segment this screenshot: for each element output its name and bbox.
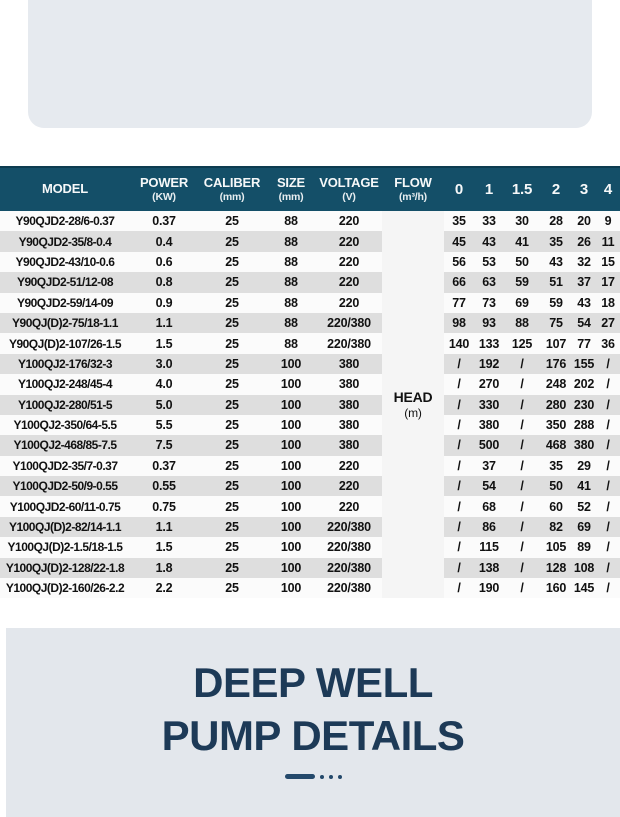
- head-value-cell: 77: [444, 293, 474, 313]
- section-title-line1: DEEP WELL: [193, 659, 433, 706]
- power-cell: 5.5: [130, 415, 198, 435]
- head-value-cell: /: [444, 578, 474, 598]
- size-cell: 88: [266, 231, 316, 251]
- caliber-cell: 25: [198, 476, 266, 496]
- model-cell: Y90QJ(D)2-75/18-1.1: [0, 313, 130, 333]
- head-value-cell: /: [504, 537, 540, 557]
- column-header-2: 2: [540, 167, 572, 211]
- voltage-cell: 220/380: [316, 333, 382, 353]
- table-row: [0, 395, 620, 415]
- caliber-cell: 25: [198, 374, 266, 394]
- size-cell: 88: [266, 272, 316, 292]
- head-value-cell: 17: [596, 272, 620, 292]
- divider-ornament: [6, 774, 620, 779]
- head-value-cell: 27: [596, 313, 620, 333]
- head-value-cell: /: [444, 374, 474, 394]
- model-cell: Y100QJ(D)2-1.5/18-1.5: [0, 537, 130, 557]
- column-header-3: 3: [572, 167, 596, 211]
- caliber-cell: 25: [198, 496, 266, 516]
- spec-table-body: [0, 211, 620, 598]
- head-value-cell: /: [596, 395, 620, 415]
- caliber-cell: 25: [198, 415, 266, 435]
- head-value-cell: /: [596, 374, 620, 394]
- voltage-cell: 220/380: [316, 517, 382, 537]
- head-value-cell: 125: [504, 333, 540, 353]
- head-value-cell: /: [504, 476, 540, 496]
- head-value-cell: 280: [540, 395, 572, 415]
- power-cell: 5.0: [130, 395, 198, 415]
- size-cell: 100: [266, 374, 316, 394]
- head-value-cell: /: [504, 395, 540, 415]
- voltage-cell: 220: [316, 476, 382, 496]
- top-image-placeholder: [28, 0, 592, 128]
- divider-dot: [320, 775, 324, 779]
- head-value-cell: 63: [474, 272, 504, 292]
- head-value-cell: 350: [540, 415, 572, 435]
- pump-spec-table: [0, 166, 620, 598]
- table-row: [0, 496, 620, 516]
- head-value-cell: /: [444, 517, 474, 537]
- table-row: [0, 415, 620, 435]
- head-value-cell: /: [444, 395, 474, 415]
- size-cell: 100: [266, 435, 316, 455]
- model-cell: Y100QJD2-50/9-0.55: [0, 476, 130, 496]
- voltage-cell: 220: [316, 293, 382, 313]
- table-row: [0, 333, 620, 353]
- head-value-cell: 15: [596, 252, 620, 272]
- head-value-cell: 138: [474, 558, 504, 578]
- head-value-cell: 288: [572, 415, 596, 435]
- voltage-cell: 220: [316, 272, 382, 292]
- spec-table-header: [0, 167, 620, 211]
- table-row: [0, 537, 620, 557]
- power-cell: 0.75: [130, 496, 198, 516]
- head-value-cell: 68: [474, 496, 504, 516]
- size-cell: 100: [266, 558, 316, 578]
- caliber-cell: 25: [198, 537, 266, 557]
- model-cell: Y100QJ2-468/85-7.5: [0, 435, 130, 455]
- column-header-model: MODEL: [0, 167, 130, 211]
- head-value-cell: /: [504, 517, 540, 537]
- model-cell: Y100QJ2-176/32-3: [0, 354, 130, 374]
- model-cell: Y100QJ(D)2-160/26-2.2: [0, 578, 130, 598]
- table-row: [0, 456, 620, 476]
- head-value-cell: 35: [540, 456, 572, 476]
- head-value-cell: 69: [572, 517, 596, 537]
- head-value-cell: 145: [572, 578, 596, 598]
- head-value-cell: /: [444, 415, 474, 435]
- table-row: [0, 211, 620, 231]
- head-value-cell: /: [444, 354, 474, 374]
- voltage-cell: 380: [316, 395, 382, 415]
- head-value-cell: 468: [540, 435, 572, 455]
- voltage-cell: 380: [316, 415, 382, 435]
- power-cell: 4.0: [130, 374, 198, 394]
- size-cell: 100: [266, 415, 316, 435]
- head-value-cell: 29: [572, 456, 596, 476]
- column-header-power: POWER (KW): [130, 167, 198, 211]
- head-value-cell: 43: [474, 231, 504, 251]
- caliber-cell: 25: [198, 435, 266, 455]
- head-value-cell: 105: [540, 537, 572, 557]
- head-value-cell: 30: [504, 211, 540, 231]
- head-value-cell: /: [444, 476, 474, 496]
- head-value-cell: 176: [540, 354, 572, 374]
- head-value-cell: /: [504, 354, 540, 374]
- caliber-cell: 25: [198, 354, 266, 374]
- head-value-cell: 115: [474, 537, 504, 557]
- head-value-cell: 41: [572, 476, 596, 496]
- head-value-cell: 59: [540, 293, 572, 313]
- size-cell: 88: [266, 293, 316, 313]
- head-value-cell: 108: [572, 558, 596, 578]
- head-value-cell: 32: [572, 252, 596, 272]
- head-value-cell: 54: [572, 313, 596, 333]
- head-value-cell: 45: [444, 231, 474, 251]
- head-value-cell: 26: [572, 231, 596, 251]
- size-cell: 100: [266, 456, 316, 476]
- model-cell: Y100QJ(D)2-128/22-1.8: [0, 558, 130, 578]
- power-cell: 0.37: [130, 456, 198, 476]
- head-value-cell: 192: [474, 354, 504, 374]
- head-value-cell: 230: [572, 395, 596, 415]
- power-cell: 2.2: [130, 578, 198, 598]
- power-cell: 0.55: [130, 476, 198, 496]
- head-value-cell: 9: [596, 211, 620, 231]
- head-value-cell: /: [504, 578, 540, 598]
- size-cell: 88: [266, 211, 316, 231]
- power-cell: 7.5: [130, 435, 198, 455]
- column-header-4: 4: [596, 167, 620, 211]
- size-cell: 100: [266, 354, 316, 374]
- head-value-cell: 33: [474, 211, 504, 231]
- head-value-cell: 248: [540, 374, 572, 394]
- voltage-cell: 220: [316, 496, 382, 516]
- caliber-cell: 25: [198, 252, 266, 272]
- caliber-cell: 25: [198, 272, 266, 292]
- head-value-cell: 28: [540, 211, 572, 231]
- head-value-cell: 56: [444, 252, 474, 272]
- header-row: [0, 167, 620, 211]
- head-value-cell: 35: [444, 211, 474, 231]
- caliber-cell: 25: [198, 578, 266, 598]
- power-cell: 1.1: [130, 517, 198, 537]
- table-row: [0, 578, 620, 598]
- head-value-cell: /: [596, 456, 620, 476]
- head-value-cell: 98: [444, 313, 474, 333]
- model-cell: Y100QJD2-60/11-0.75: [0, 496, 130, 516]
- voltage-cell: 380: [316, 374, 382, 394]
- voltage-cell: 220: [316, 252, 382, 272]
- size-cell: 100: [266, 476, 316, 496]
- power-cell: 3.0: [130, 354, 198, 374]
- size-cell: 88: [266, 333, 316, 353]
- table-row: [0, 252, 620, 272]
- table-row: [0, 293, 620, 313]
- power-cell: 1.5: [130, 333, 198, 353]
- head-value-cell: 11: [596, 231, 620, 251]
- model-cell: Y100QJD2-35/7-0.37: [0, 456, 130, 476]
- caliber-cell: 25: [198, 456, 266, 476]
- head-value-cell: 107: [540, 333, 572, 353]
- head-value-cell: 128: [540, 558, 572, 578]
- head-value-cell: 18: [596, 293, 620, 313]
- head-value-cell: /: [596, 578, 620, 598]
- table-row: [0, 517, 620, 537]
- head-value-cell: /: [444, 496, 474, 516]
- head-value-cell: /: [444, 558, 474, 578]
- head-value-cell: /: [596, 517, 620, 537]
- voltage-cell: 220: [316, 211, 382, 231]
- head-value-cell: 82: [540, 517, 572, 537]
- model-cell: Y100QJ(D)2-82/14-1.1: [0, 517, 130, 537]
- table-row: [0, 476, 620, 496]
- head-value-cell: /: [504, 374, 540, 394]
- head-value-cell: /: [504, 558, 540, 578]
- head-value-cell: 270: [474, 374, 504, 394]
- head-value-cell: 93: [474, 313, 504, 333]
- head-value-cell: 66: [444, 272, 474, 292]
- table-row: [0, 374, 620, 394]
- voltage-cell: 220/380: [316, 558, 382, 578]
- caliber-cell: 25: [198, 333, 266, 353]
- caliber-cell: 25: [198, 517, 266, 537]
- head-value-cell: /: [504, 456, 540, 476]
- caliber-cell: 25: [198, 395, 266, 415]
- head-merged-cell: HEAD (m): [382, 211, 444, 598]
- head-value-cell: 43: [572, 293, 596, 313]
- model-cell: Y90QJD2-43/10-0.6: [0, 252, 130, 272]
- divider-dot: [338, 775, 342, 779]
- head-value-cell: 37: [572, 272, 596, 292]
- head-value-cell: 133: [474, 333, 504, 353]
- head-value-cell: 89: [572, 537, 596, 557]
- size-cell: 100: [266, 537, 316, 557]
- head-value-cell: 59: [504, 272, 540, 292]
- voltage-cell: 220: [316, 231, 382, 251]
- column-header-caliber: CALIBER (mm): [198, 167, 266, 211]
- head-value-cell: 75: [540, 313, 572, 333]
- model-cell: Y90QJD2-59/14-09: [0, 293, 130, 313]
- head-value-cell: 202: [572, 374, 596, 394]
- size-cell: 88: [266, 313, 316, 333]
- head-value-cell: /: [596, 476, 620, 496]
- power-cell: 0.4: [130, 231, 198, 251]
- model-cell: Y100QJ2-280/51-5: [0, 395, 130, 415]
- section-title: [6, 656, 620, 762]
- head-value-cell: /: [444, 537, 474, 557]
- size-cell: 100: [266, 517, 316, 537]
- model-cell: Y90QJD2-35/8-0.4: [0, 231, 130, 251]
- footer-section: [6, 628, 620, 817]
- column-header-1: 1: [474, 167, 504, 211]
- head-value-cell: /: [596, 496, 620, 516]
- size-cell: 88: [266, 252, 316, 272]
- table-row: [0, 435, 620, 455]
- power-cell: 0.6: [130, 252, 198, 272]
- voltage-cell: 380: [316, 435, 382, 455]
- power-cell: 0.9: [130, 293, 198, 313]
- column-header-flow: FLOW (m³/h): [382, 167, 444, 211]
- head-value-cell: /: [596, 354, 620, 374]
- power-cell: 0.8: [130, 272, 198, 292]
- head-value-cell: 500: [474, 435, 504, 455]
- column-header-size: SIZE (mm): [266, 167, 316, 211]
- head-value-cell: 380: [572, 435, 596, 455]
- head-value-cell: 380: [474, 415, 504, 435]
- power-cell: 1.1: [130, 313, 198, 333]
- head-value-cell: 35: [540, 231, 572, 251]
- caliber-cell: 25: [198, 558, 266, 578]
- head-value-cell: 160: [540, 578, 572, 598]
- head-value-cell: 37: [474, 456, 504, 476]
- size-cell: 100: [266, 395, 316, 415]
- head-value-cell: 140: [444, 333, 474, 353]
- head-value-cell: /: [596, 558, 620, 578]
- head-value-cell: 60: [540, 496, 572, 516]
- divider-dot: [329, 775, 333, 779]
- column-header-1.5: 1.5: [504, 167, 540, 211]
- head-value-cell: /: [596, 415, 620, 435]
- head-value-cell: 41: [504, 231, 540, 251]
- head-value-cell: 53: [474, 252, 504, 272]
- caliber-cell: 25: [198, 211, 266, 231]
- table-row: [0, 354, 620, 374]
- caliber-cell: 25: [198, 231, 266, 251]
- head-value-cell: 50: [540, 476, 572, 496]
- table-row: [0, 313, 620, 333]
- model-cell: Y90QJD2-51/12-08: [0, 272, 130, 292]
- head-value-cell: /: [596, 435, 620, 455]
- model-cell: Y100QJ2-350/64-5.5: [0, 415, 130, 435]
- power-cell: 0.37: [130, 211, 198, 231]
- head-value-cell: 190: [474, 578, 504, 598]
- section-title-line2: PUMP DETAILS: [161, 712, 465, 759]
- head-value-cell: /: [444, 435, 474, 455]
- head-value-cell: 52: [572, 496, 596, 516]
- head-value-cell: 51: [540, 272, 572, 292]
- head-value-cell: 69: [504, 293, 540, 313]
- head-value-cell: 155: [572, 354, 596, 374]
- model-cell: Y100QJ2-248/45-4: [0, 374, 130, 394]
- voltage-cell: 220/380: [316, 313, 382, 333]
- size-cell: 100: [266, 578, 316, 598]
- head-value-cell: 50: [504, 252, 540, 272]
- head-value-cell: /: [504, 415, 540, 435]
- table-row: [0, 558, 620, 578]
- column-header-voltage: VOLTAGE (V): [316, 167, 382, 211]
- model-cell: Y90QJD2-28/6-0.37: [0, 211, 130, 231]
- head-value-cell: 43: [540, 252, 572, 272]
- voltage-cell: 380: [316, 354, 382, 374]
- head-value-cell: 73: [474, 293, 504, 313]
- column-header-0: 0: [444, 167, 474, 211]
- voltage-cell: 220/380: [316, 537, 382, 557]
- model-cell: Y90QJ(D)2-107/26-1.5: [0, 333, 130, 353]
- head-value-cell: /: [504, 496, 540, 516]
- voltage-cell: 220/380: [316, 578, 382, 598]
- head-value-cell: /: [444, 456, 474, 476]
- size-cell: 100: [266, 496, 316, 516]
- voltage-cell: 220: [316, 456, 382, 476]
- head-value-cell: /: [596, 537, 620, 557]
- caliber-cell: 25: [198, 293, 266, 313]
- table-row: [0, 231, 620, 251]
- head-value-cell: 88: [504, 313, 540, 333]
- caliber-cell: 25: [198, 313, 266, 333]
- power-cell: 1.8: [130, 558, 198, 578]
- table-row: [0, 272, 620, 292]
- head-value-cell: 330: [474, 395, 504, 415]
- head-value-cell: 20: [572, 211, 596, 231]
- head-value-cell: 77: [572, 333, 596, 353]
- head-value-cell: /: [504, 435, 540, 455]
- power-cell: 1.5: [130, 537, 198, 557]
- head-value-cell: 54: [474, 476, 504, 496]
- head-value-cell: 86: [474, 517, 504, 537]
- head-value-cell: 36: [596, 333, 620, 353]
- divider-bar: [285, 774, 315, 779]
